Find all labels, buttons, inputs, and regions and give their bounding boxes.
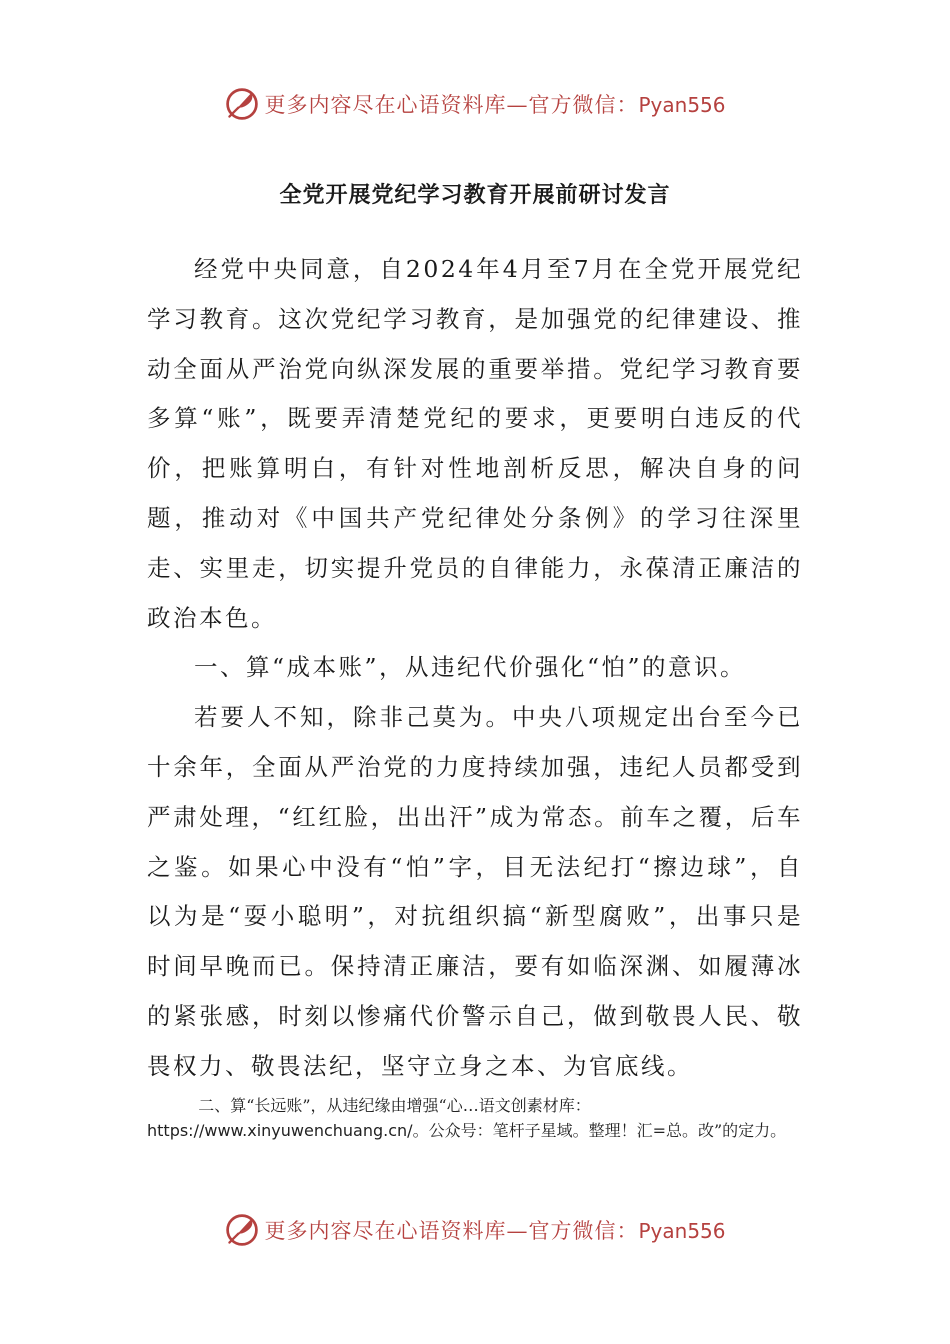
section-heading-1: 一、算“成本账”，从违纪代价强化“怕”的意识。 bbox=[194, 653, 747, 682]
banner-text: 更多内容尽在心语资料库—官方微信：Pyan556 bbox=[264, 93, 726, 117]
feather-pen-icon bbox=[224, 1212, 260, 1248]
header-banner bbox=[0, 84, 950, 124]
footnote-text: 二、算“长远账”，从违纪缘由增强“心…语文创素材库：https://www.xinyuwenchuang.cn/。公众号：笔杆子星域。整理！汇=总。改”的定力。 bbox=[147, 1096, 787, 1140]
paragraph-section-1: 若要人不知，除非己莫为。中央八项规定出台至今已十余年，全面从严治党的力度持续加强，违纪人员都受到严肃处理，“红红脸，出出汗”成为常态。前车之覆，后车之鉴。如果心中没有“怕”字，目无法纪打“擦边球”，自以为是“耍小聪明”，对抗组织搞“新型腐败”，出事只是时间早晚而已。保持清正廉洁，要有如临深渊、如履薄冰的紧张感，时刻以惨痛代价警示自己，做到敬畏人民、敬畏权力、敬畏法纪，坚守立身之本、为官底线。 bbox=[147, 703, 803, 1080]
footnote-link[interactable]: https://www.xinyuwenchuang.cn/ bbox=[147, 1121, 413, 1140]
paragraph-intro: 经党中央同意，自2024年4月至7月在全党开展党纪学习教育。这次党纪学习教育，是加强党的纪律建设、推动全面从严治党向纵深发展的重要举措。党纪学习教育要多算“账”，既要弄清楚党纪的要求，更要明白违反的代价，把账算明白，有针对性地剖析反思，解决自身的问题，推动对《中国共产党纪律处分条例》的学习往深里走、实里走，切实提升党员的自律能力，永葆清正廉洁的政治本色。 bbox=[147, 255, 803, 632]
wechat-id: Pyan556 bbox=[638, 1219, 726, 1243]
wechat-id: Pyan556 bbox=[638, 93, 726, 117]
footer-banner bbox=[0, 1210, 950, 1250]
feather-pen-icon bbox=[224, 86, 260, 122]
document-title: 全党开展党纪学习教育开展前研讨发言 bbox=[279, 182, 671, 208]
banner-text: 更多内容尽在心语资料库—官方微信：Pyan556 bbox=[264, 1219, 726, 1243]
document-body bbox=[147, 245, 803, 1092]
